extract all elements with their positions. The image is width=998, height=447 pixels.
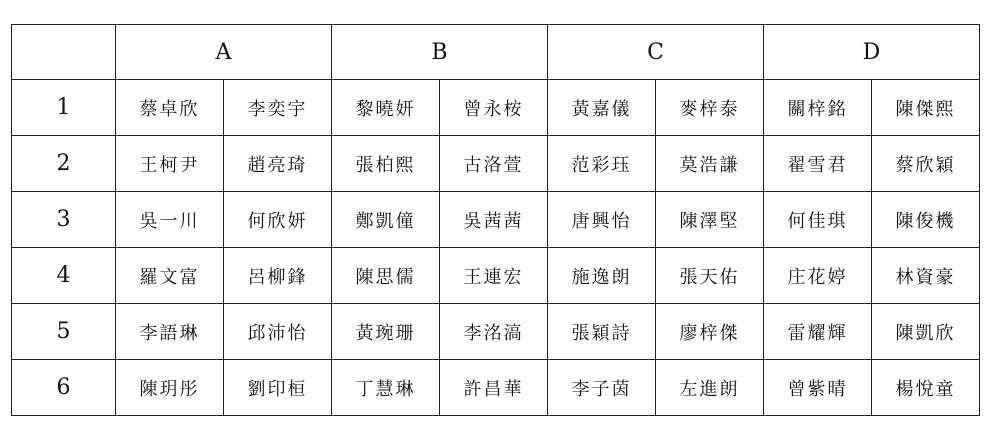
student-name-cell: 施逸朗 [548, 248, 656, 304]
student-name-cell: 吳一川 [116, 192, 224, 248]
student-name-cell: 何欣妍 [224, 192, 332, 248]
student-name-cell: 陳俊機 [872, 192, 980, 248]
student-name-cell: 唐興怡 [548, 192, 656, 248]
student-name-cell: 羅文富 [116, 248, 224, 304]
table-row [12, 192, 980, 248]
student-name-cell: 廖梓傑 [656, 304, 764, 360]
table-row [12, 136, 980, 192]
student-name-cell: 林資豪 [872, 248, 980, 304]
student-name-cell: 黎曉妍 [332, 80, 440, 136]
student-name-cell: 雷耀輝 [764, 304, 872, 360]
student-name-cell: 黃嘉儀 [548, 80, 656, 136]
group-header-d: D [764, 25, 980, 80]
student-name-cell: 邱沛怡 [224, 304, 332, 360]
student-name-cell: 陳玥彤 [116, 360, 224, 416]
row-number: 2 [12, 136, 116, 192]
table-row [12, 80, 980, 136]
student-name-cell: 莫浩謙 [656, 136, 764, 192]
student-name-cell: 陳凱欣 [872, 304, 980, 360]
student-name-cell: 陳澤堅 [656, 192, 764, 248]
table-row [12, 248, 980, 304]
corner-cell [12, 25, 116, 80]
student-name-cell: 黃琬珊 [332, 304, 440, 360]
row-number: 1 [12, 80, 116, 136]
student-name-cell: 李語琳 [116, 304, 224, 360]
student-name-cell: 王連宏 [440, 248, 548, 304]
student-name-cell: 劉印桓 [224, 360, 332, 416]
student-name-cell: 范彩珏 [548, 136, 656, 192]
table-row [12, 360, 980, 416]
student-name-cell: 陳思儒 [332, 248, 440, 304]
row-number: 3 [12, 192, 116, 248]
student-name-cell: 關梓銘 [764, 80, 872, 136]
row-number: 4 [12, 248, 116, 304]
row-number: 5 [12, 304, 116, 360]
student-name-cell: 趙亮琦 [224, 136, 332, 192]
table-body [12, 80, 980, 416]
table-row [12, 304, 980, 360]
student-name-cell: 許昌華 [440, 360, 548, 416]
group-header-a: A [116, 25, 332, 80]
student-name-cell: 張天佑 [656, 248, 764, 304]
student-name-cell: 陳傑熙 [872, 80, 980, 136]
student-name-cell: 鄭凱僮 [332, 192, 440, 248]
student-name-cell: 麥梓泰 [656, 80, 764, 136]
student-name-cell: 李子茵 [548, 360, 656, 416]
seating-table [11, 24, 980, 416]
student-name-cell: 李洺滈 [440, 304, 548, 360]
student-name-cell: 曾紫晴 [764, 360, 872, 416]
student-name-cell: 古洛萱 [440, 136, 548, 192]
student-name-cell: 丁慧琳 [332, 360, 440, 416]
student-name-cell: 左進朗 [656, 360, 764, 416]
student-name-cell: 張柏熙 [332, 136, 440, 192]
group-header-b: B [332, 25, 548, 80]
student-name-cell: 蔡卓欣 [116, 80, 224, 136]
header-row [12, 25, 980, 80]
student-name-cell: 李奕宇 [224, 80, 332, 136]
group-header-c: C [548, 25, 764, 80]
student-name-cell: 庄花婷 [764, 248, 872, 304]
student-name-cell: 何佳琪 [764, 192, 872, 248]
student-name-cell: 王柯尹 [116, 136, 224, 192]
student-name-cell: 曾永桉 [440, 80, 548, 136]
student-name-cell: 蔡欣穎 [872, 136, 980, 192]
student-name-cell: 吳茜茜 [440, 192, 548, 248]
student-name-cell: 張穎詩 [548, 304, 656, 360]
student-name-cell: 呂柳鋒 [224, 248, 332, 304]
student-name-cell: 翟雪君 [764, 136, 872, 192]
row-number: 6 [12, 360, 116, 416]
student-name-cell: 楊悅童 [872, 360, 980, 416]
